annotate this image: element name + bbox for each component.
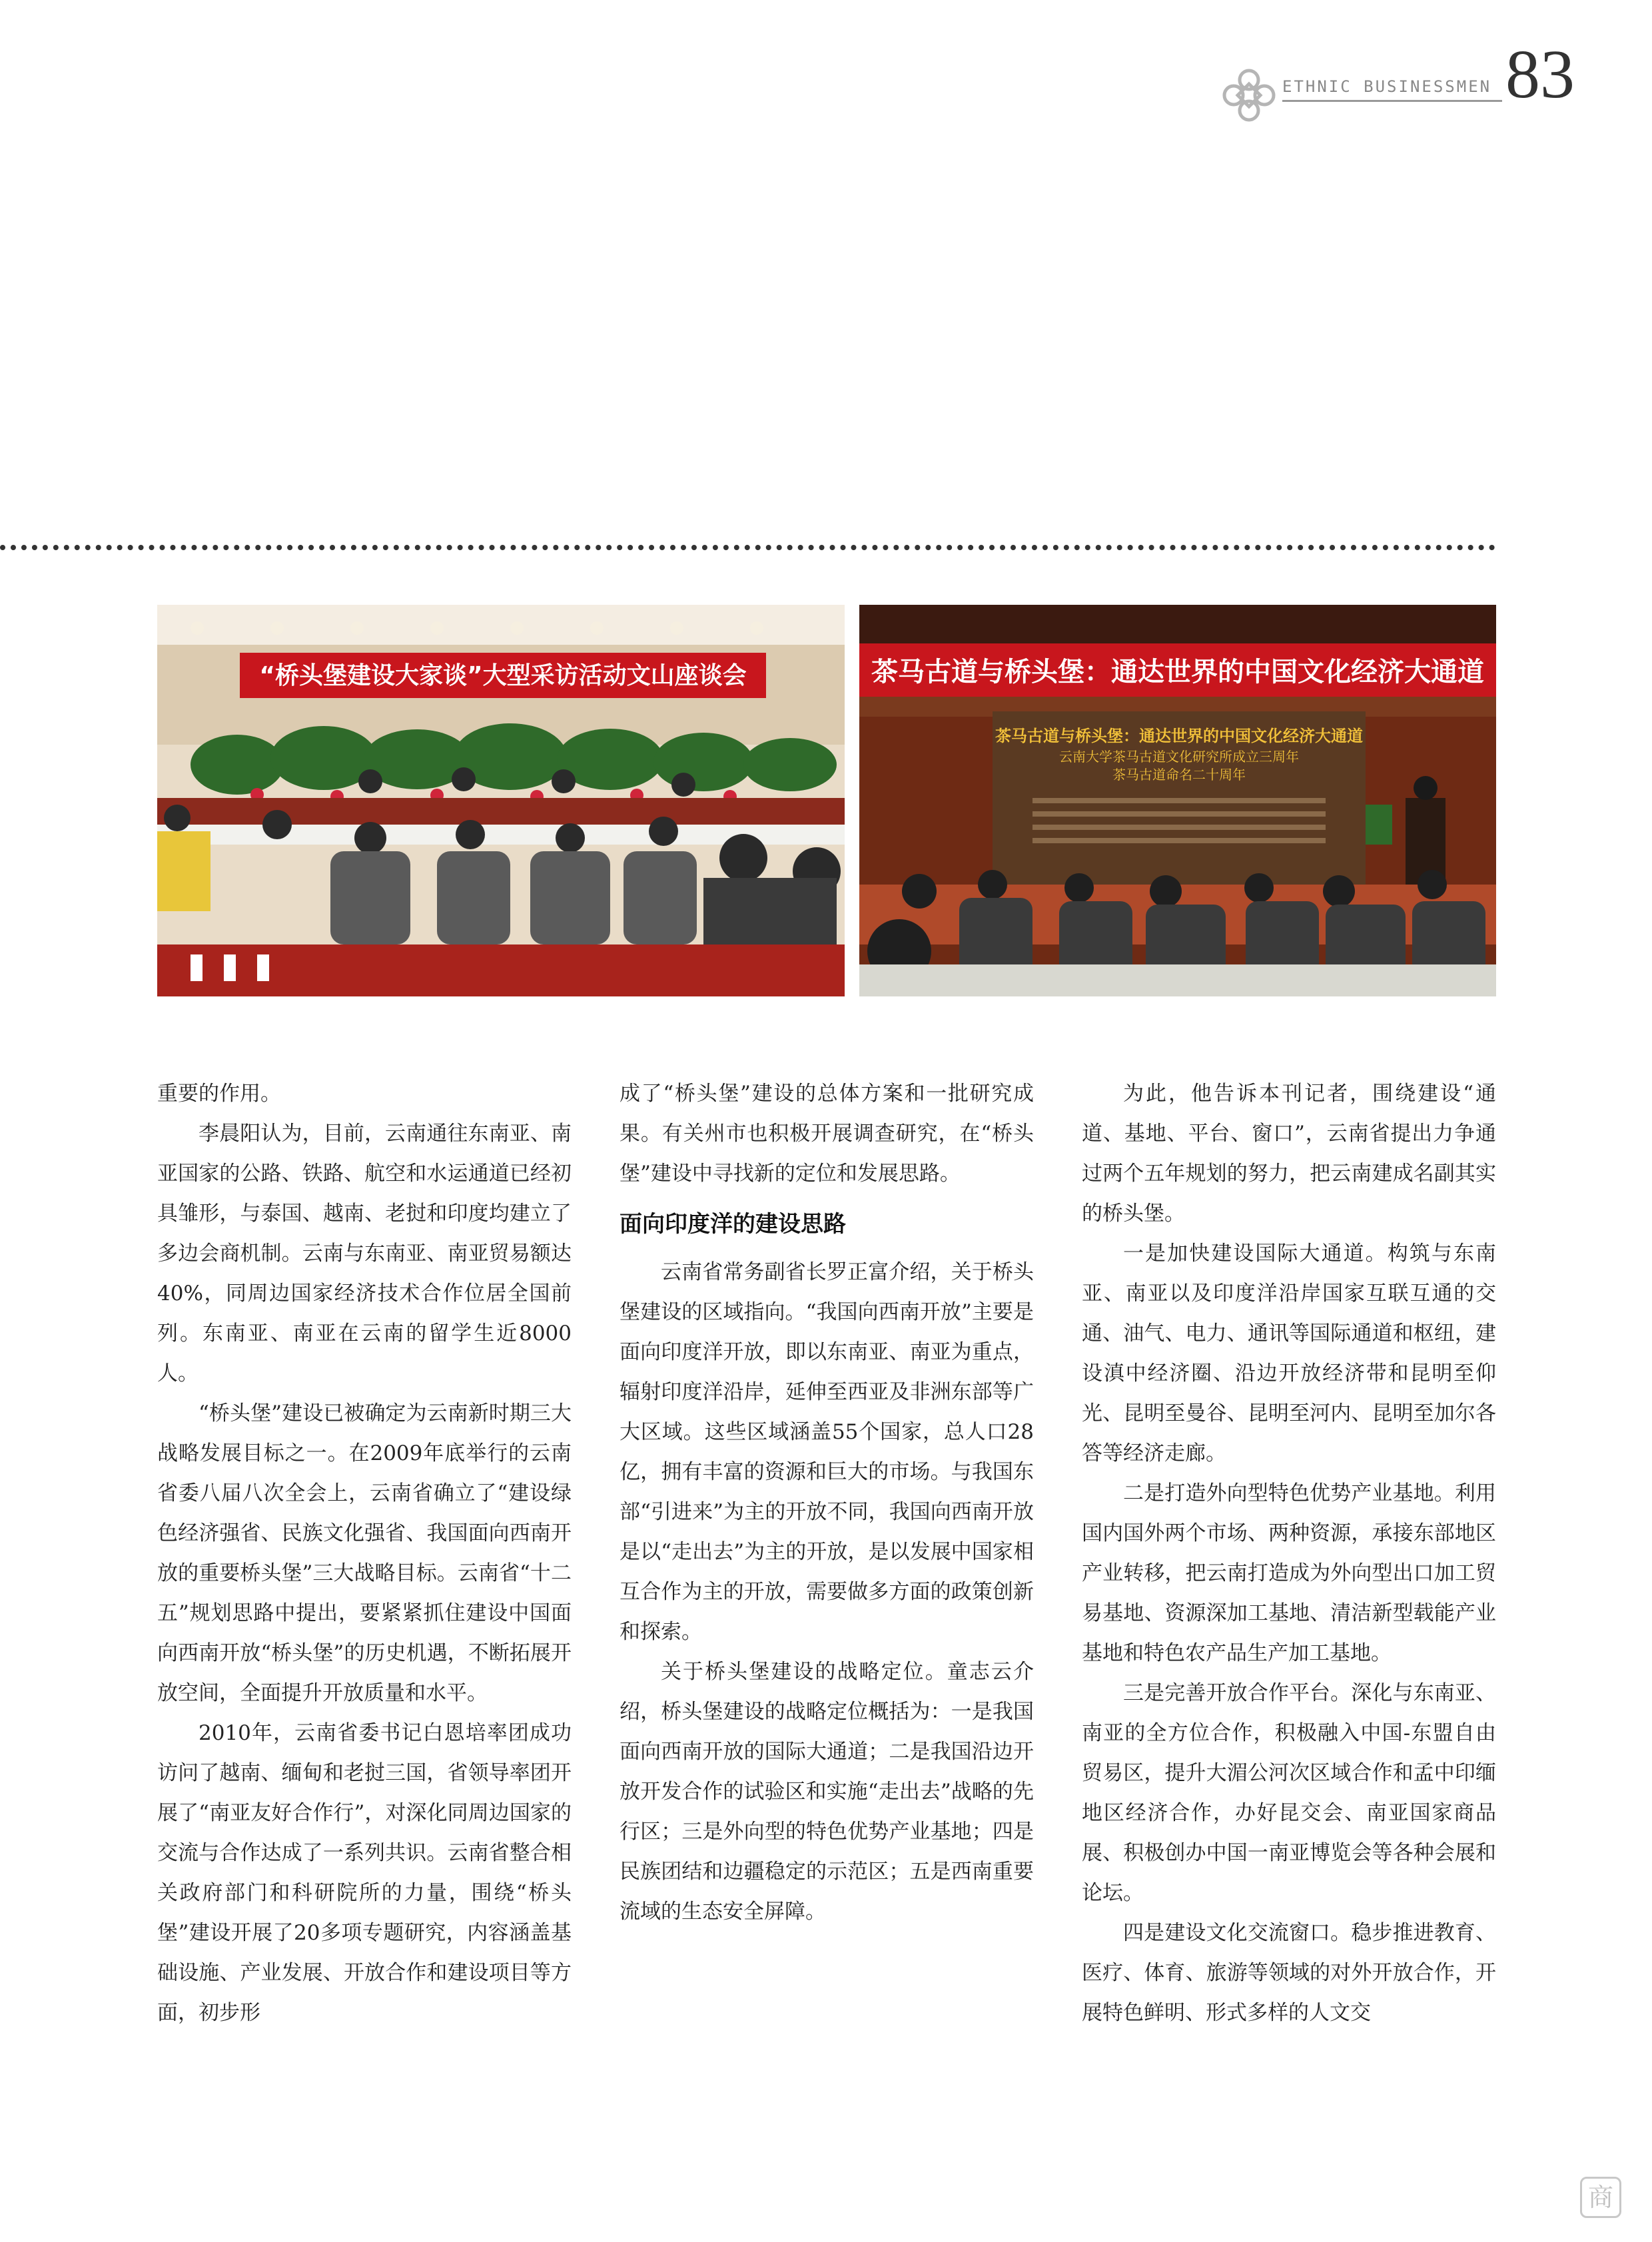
article-column-2 <box>620 1074 1034 1932</box>
photo2-screen-line2: 云南大学茶马古道文化研究所成立三周年 <box>1059 749 1299 765</box>
paragraph: 四是建设文化交流窗口。稳步推进教育、医疗、体育、旅游等领域的对外开放合作，开展特色鲜明、形式多样的人文交 <box>1082 1921 1496 2025</box>
dotted-divider <box>0 545 1495 550</box>
photo2-banner-text: 茶马古道与桥头堡：通达世界的中国文化经济大通道 <box>871 657 1484 687</box>
paragraph: 重要的作用。 <box>157 1082 281 1106</box>
paragraph: 2010年，云南省委书记白恩培率团成功访问了越南、缅甸和老挝三国，省领导率团开展了“南亚友好合作行”，对深化同周边国家的交流与合作达成了一系列共识。云南省整合相关政府部门和科研院所的力量，围绕“桥头堡”建设开展了20多项专题研究，内容涵盖基础设施、产业发展、开放合作和建设项目等方面，初步形 <box>157 1721 572 2025</box>
article-column-3 <box>1082 1074 1496 2033</box>
photo1-banner-text: “桥头堡建设大家谈”大型采访活动文山座谈会 <box>259 662 747 689</box>
photo2-screen-line3: 茶马古道命名二十周年 <box>1112 767 1246 783</box>
photo-forum-meeting <box>157 605 845 996</box>
page-header <box>1212 36 1585 120</box>
magazine-name: ETHNIC BUSINESSMEN <box>1282 77 1492 96</box>
paragraph: 关于桥头堡建设的战略定位。童志云介绍，桥头堡建设的战略定位概括为：一是我国面向西南开放的国际大通道；二是我国沿边开放开发合作的试验区和实施“走出去”战略的先行区；三是外向型的特色优势产业基地；四是民族团结和边疆稳定的示范区；五是西南重要流域的生态安全屏障。 <box>620 1660 1034 1924</box>
paragraph: 一是加快建设国际大通道。构筑与东南亚、南亚以及印度洋沿岸国家互联互通的交通、油气、电力、通讯等国际通道和枢纽，建设滇中经济圈、沿边开放经济带和昆明至仰光、昆明至曼谷、昆明至河内、昆明至加尔各答等经济走廊。 <box>1082 1242 1496 1465</box>
corner-logo-mark: 商 <box>1580 2177 1621 2218</box>
paragraph: 三是完善开放合作平台。深化与东南亚、南亚的全方位合作，积极融入中国-东盟自由贸易区，提升大湄公河次区域合作和孟中印缅地区经济合作，办好昆交会、南亚国家商品展、积极创办中国一南亚博览会等各种会展和论坛。 <box>1082 1681 1496 1905</box>
photo-tea-horse-road-forum <box>859 605 1496 996</box>
paragraph: 云南省常务副省长罗正富介绍，关于桥头堡建设的区域指向。“我国向西南开放”主要是面向印度洋开放，即以东南亚、南亚为重点，辐射印度洋沿岸，延伸至西亚及非洲东部等广大区域。这些区域涵盖55个国家，总人口28亿，拥有丰富的资源和巨大的市场。与我国东部“引进来”为主的开放不同，我国向西南开放是以“走出去”为主的开放，是以发展中国家相互合作为主的开放，需要做多方面的政策创新和探索。 <box>620 1260 1034 1644</box>
paragraph: 成了“桥头堡”建设的总体方案和一批研究成果。有关州市也积极开展调查研究，在“桥头堡”建设中寻找新的定位和发展思路。 <box>620 1082 1034 1186</box>
paragraph: 为此，他告诉本刊记者，围绕建设“通道、基地、平台、窗口”，云南省提出力争通过两个五年规划的努力，把云南建成名副其实的桥头堡。 <box>1082 1082 1496 1226</box>
paragraph: 李晨阳认为，目前，云南通往东南亚、南亚国家的公路、铁路、航空和水运通道已经初具雏形，与泰国、越南、老挝和印度均建立了多边会商机制。云南与东南亚、南亚贸易额达40%，同周边国家经济技术合作位居全国前列。东南亚、南亚在云南的留学生近8000人。 <box>157 1122 572 1385</box>
knot-ornament-icon <box>1219 65 1279 125</box>
paragraph: “桥头堡”建设已被确定为云南新时期三大战略发展目标之一。在2009年底举行的云南省委八届八次全会上，云南省确立了“建设绿色经济强省、民族文化强省、我国面向西南开放的重要桥头堡”三大战略目标。云南省“十二五”规划思路中提出，要紧紧抓住建设中国面向西南开放“桥头堡”的历史机遇，不断拓展开放空间，全面提升开放质量和水平。 <box>157 1401 572 1705</box>
article-column-1 <box>157 1074 572 2033</box>
photo2-screen-line1: 茶马古道与桥头堡：通达世界的中国文化经济大通道 <box>995 727 1363 745</box>
page-number: 83 <box>1505 36 1575 113</box>
paragraph: 二是打造外向型特色优势产业基地。利用国内国外两个市场、两种资源，承接东部地区产业转移，把云南打造成为外向型出口加工贸易基地、资源深加工基地、清洁新型载能产业基地和特色农产品生产加工基地。 <box>1082 1481 1496 1665</box>
section-heading: 面向印度洋的建设思路 <box>620 1211 846 1238</box>
header-rule <box>1282 100 1502 102</box>
